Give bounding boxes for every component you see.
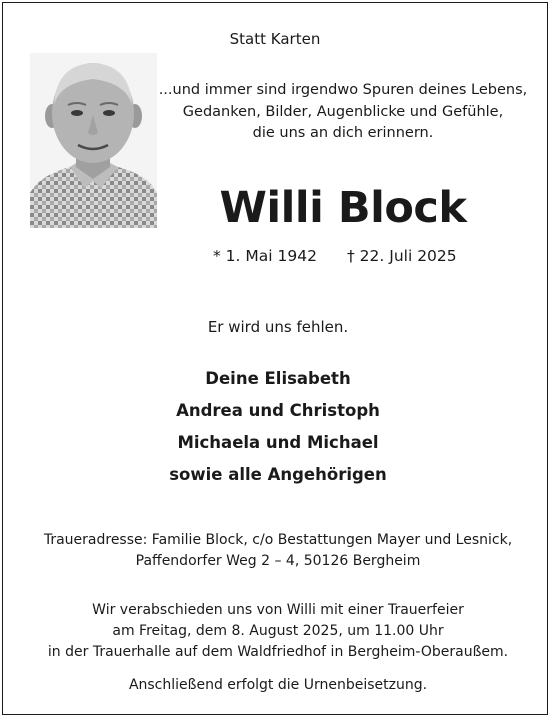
address-line: Traueradresse: Familie Block, c/o Bestattungen Mayer und Lesnick, <box>43 532 513 548</box>
farewell-line: Er wird uns fehlen. <box>207 318 349 336</box>
quote-line: Gedanken, Bilder, Augenblicke und Gefühle, <box>182 103 504 120</box>
ceremony-line: am Freitag, dem 8. August 2025, um 11.00 Uhr <box>112 623 444 639</box>
mourning-address <box>3 530 550 572</box>
ceremony-info <box>3 600 550 663</box>
ceremony-line: Wir verabschieden uns von Willi mit einer Trauerfeier <box>92 602 464 618</box>
memorial-quote <box>153 80 533 145</box>
header-text: Statt Karten <box>229 30 321 48</box>
closing-line: Anschließend erfolgt die Urnenbeisetzung. <box>128 677 428 693</box>
quote-line: ...und immer sind irgendwo Spuren deines Lebens, <box>158 82 528 98</box>
family-member: sowie alle Angehörigen <box>169 465 387 484</box>
ceremony-line: in der Trauerhalle auf dem Waldfriedhof in Bergheim-Oberaußem. <box>47 644 509 660</box>
family-member: Deine Elisabeth <box>205 369 351 388</box>
obituary-notice <box>2 2 548 715</box>
deceased-name: Willi Block <box>219 183 467 233</box>
family-member: Michaela und Michael <box>177 433 379 452</box>
address-line: Paffendorfer Weg 2 – 4, 50126 Bergheim <box>135 553 421 569</box>
family-member: Andrea und Christoph <box>176 401 380 420</box>
birth-date: * 1. Mai 1942 <box>213 247 317 265</box>
portrait-photo <box>30 53 157 228</box>
family-list <box>3 363 550 491</box>
death-date: † 22. Juli 2025 <box>347 247 457 265</box>
quote-line: die uns an dich erinnern. <box>252 125 434 141</box>
